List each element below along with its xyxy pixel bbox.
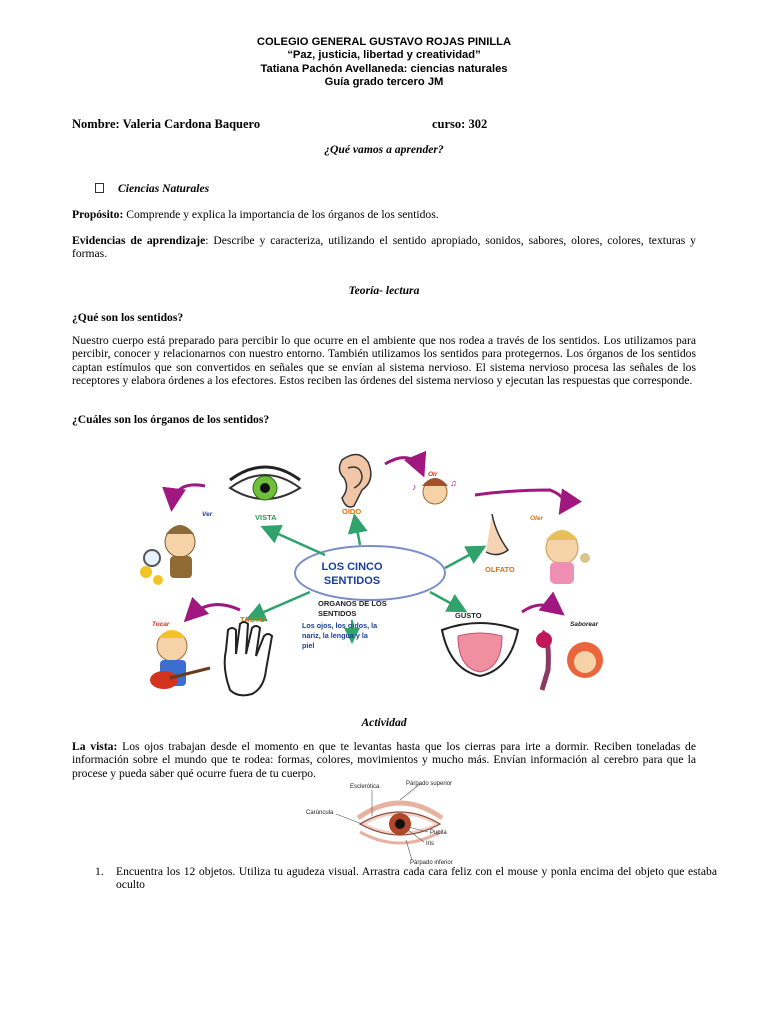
child-eating-icon <box>536 632 603 690</box>
eye-anatomy-figure <box>300 778 470 866</box>
label-caruncula: Carúncula <box>306 810 334 816</box>
eye-icon <box>230 467 300 500</box>
pupil-icon <box>395 819 405 829</box>
ear-icon <box>339 454 370 507</box>
theory-heading: Teoría- lectura <box>348 284 420 297</box>
vista-label: La vista: <box>72 740 118 753</box>
child-magnifier-icon <box>140 525 195 585</box>
vista-text: Los ojos trabajan desde el momento en que te levantas hasta que los cierras para irte a dormir. Reciben toneladas de información sobre el mundo que te rodea: formas, colores, movimientos y mucho más. Envían información al cerebro para que la procese y pueda saber qué ocurre fuera de tu cuerpo. <box>72 740 696 780</box>
label-saborear: Saborear <box>570 621 599 628</box>
checkbox-bullet-icon <box>95 183 104 193</box>
tongue-icon <box>442 623 518 676</box>
label-vista: VISTA <box>255 513 277 522</box>
course-value: 302 <box>468 117 488 131</box>
evidence-text: : Describe y caracteriza, utilizando el sentido apropiado, sonidos, sabores, olores, colores, texturas y formas. <box>72 234 696 261</box>
evidence-paragraph <box>72 234 696 261</box>
teacher-subject: Tatiana Pachón Avellaneda: ciencias naturales <box>260 62 508 75</box>
student-info-row <box>72 117 702 132</box>
organs-list-line1: Los ojos, los oídos, la <box>302 621 378 630</box>
label-gusto: GUSTO <box>455 611 482 620</box>
course-field <box>432 117 487 132</box>
label-oido: OIDO <box>342 507 362 516</box>
nose-icon <box>486 514 508 555</box>
name-value: Valeria Cardona Baquero <box>122 117 261 131</box>
label-oler: Oler <box>530 515 544 522</box>
course-label: curso: <box>432 117 466 131</box>
activity-heading: Actividad <box>361 716 407 729</box>
label-tocar: Tocar <box>152 621 170 628</box>
label-parpado-superior: Párpado superior <box>406 781 453 787</box>
subject-label: Ciencias Naturales <box>118 182 210 195</box>
five-senses-diagram <box>130 440 650 710</box>
subject-bullet <box>95 182 209 195</box>
document-header <box>0 36 768 90</box>
child-smelling-icon <box>546 530 590 584</box>
label-olfato: OLFATO <box>485 565 515 574</box>
guide-grade: Guía grado tercero JM <box>324 76 444 89</box>
question-senses: ¿Qué son los sentidos? <box>72 311 184 324</box>
svg-text:♪: ♪ <box>412 482 417 492</box>
hand-icon <box>225 622 272 695</box>
organs-list-line3: piel <box>302 641 315 650</box>
svg-text:♫: ♫ <box>450 478 457 488</box>
question-organs: ¿Cuáles son los órganos de los sentidos? <box>72 413 270 426</box>
school-motto: “Paz, justicia, libertad y creatividad” <box>287 49 481 62</box>
label-parpado-inferior: Párpado inferior <box>410 860 453 866</box>
purpose-label: Propósito: <box>72 208 124 221</box>
purpose-paragraph <box>72 208 696 221</box>
organs-sub-line2: SENTIDOS <box>318 609 357 618</box>
instruction-item <box>95 865 717 892</box>
organs-list-line2: nariz, la lengua y la <box>302 631 368 640</box>
purpose-text: Comprende y explica la importancia de los órganos de los sentidos. <box>126 208 439 221</box>
center-ellipse <box>295 546 445 600</box>
instruction-text: Encuentra los 12 objetos. Utiliza tu agudeza visual. Arrastra cada cara feliz con el mouse y ponla encima del objeto que estaba oculto <box>116 865 717 892</box>
child-listening-icon <box>412 478 457 504</box>
center-title-line2: SENTIDOS <box>323 575 381 587</box>
label-ver: Ver <box>202 511 213 518</box>
instruction-number: 1. <box>95 865 104 878</box>
senses-definition-paragraph: Nuestro cuerpo está preparado para percibir lo que ocurre en el ambiente que nos rodea a través de los sentidos. Los utilizamos para percibir, conocer y relacionarnos con nuestro entorno. También utilizamos los sentidos para protegernos. Los órganos de los sentidos captan estímulos que son convertidos en señales que se envían al sistema nervioso. El sistema nervioso procesa las señales de los receptores y elabora órdenes a los efectores. Estos reciben las órdenes del sistema nervioso y ejecutan las respuestas que corresponde. <box>72 334 696 388</box>
section-heading: ¿Qué vamos a aprender? <box>324 143 444 156</box>
evidence-label: Evidencias de aprendizaje <box>72 234 206 247</box>
vista-paragraph <box>72 740 696 780</box>
name-label: Nombre: <box>72 117 120 131</box>
organs-sub-line1: ORGANOS DE LOS <box>318 599 387 608</box>
label-esclerotica: Esclerótica <box>350 784 380 790</box>
school-name: COLEGIO GENERAL GUSTAVO ROJAS PINILLA <box>256 36 512 48</box>
label-tacto: TACTO <box>240 615 266 624</box>
label-oir: Oír <box>428 471 438 478</box>
label-pupila: Pupila <box>430 830 447 836</box>
label-iris: Iris <box>426 841 434 847</box>
center-title-line1: LOS CINCO <box>321 561 383 573</box>
child-guitar-icon <box>150 630 210 689</box>
